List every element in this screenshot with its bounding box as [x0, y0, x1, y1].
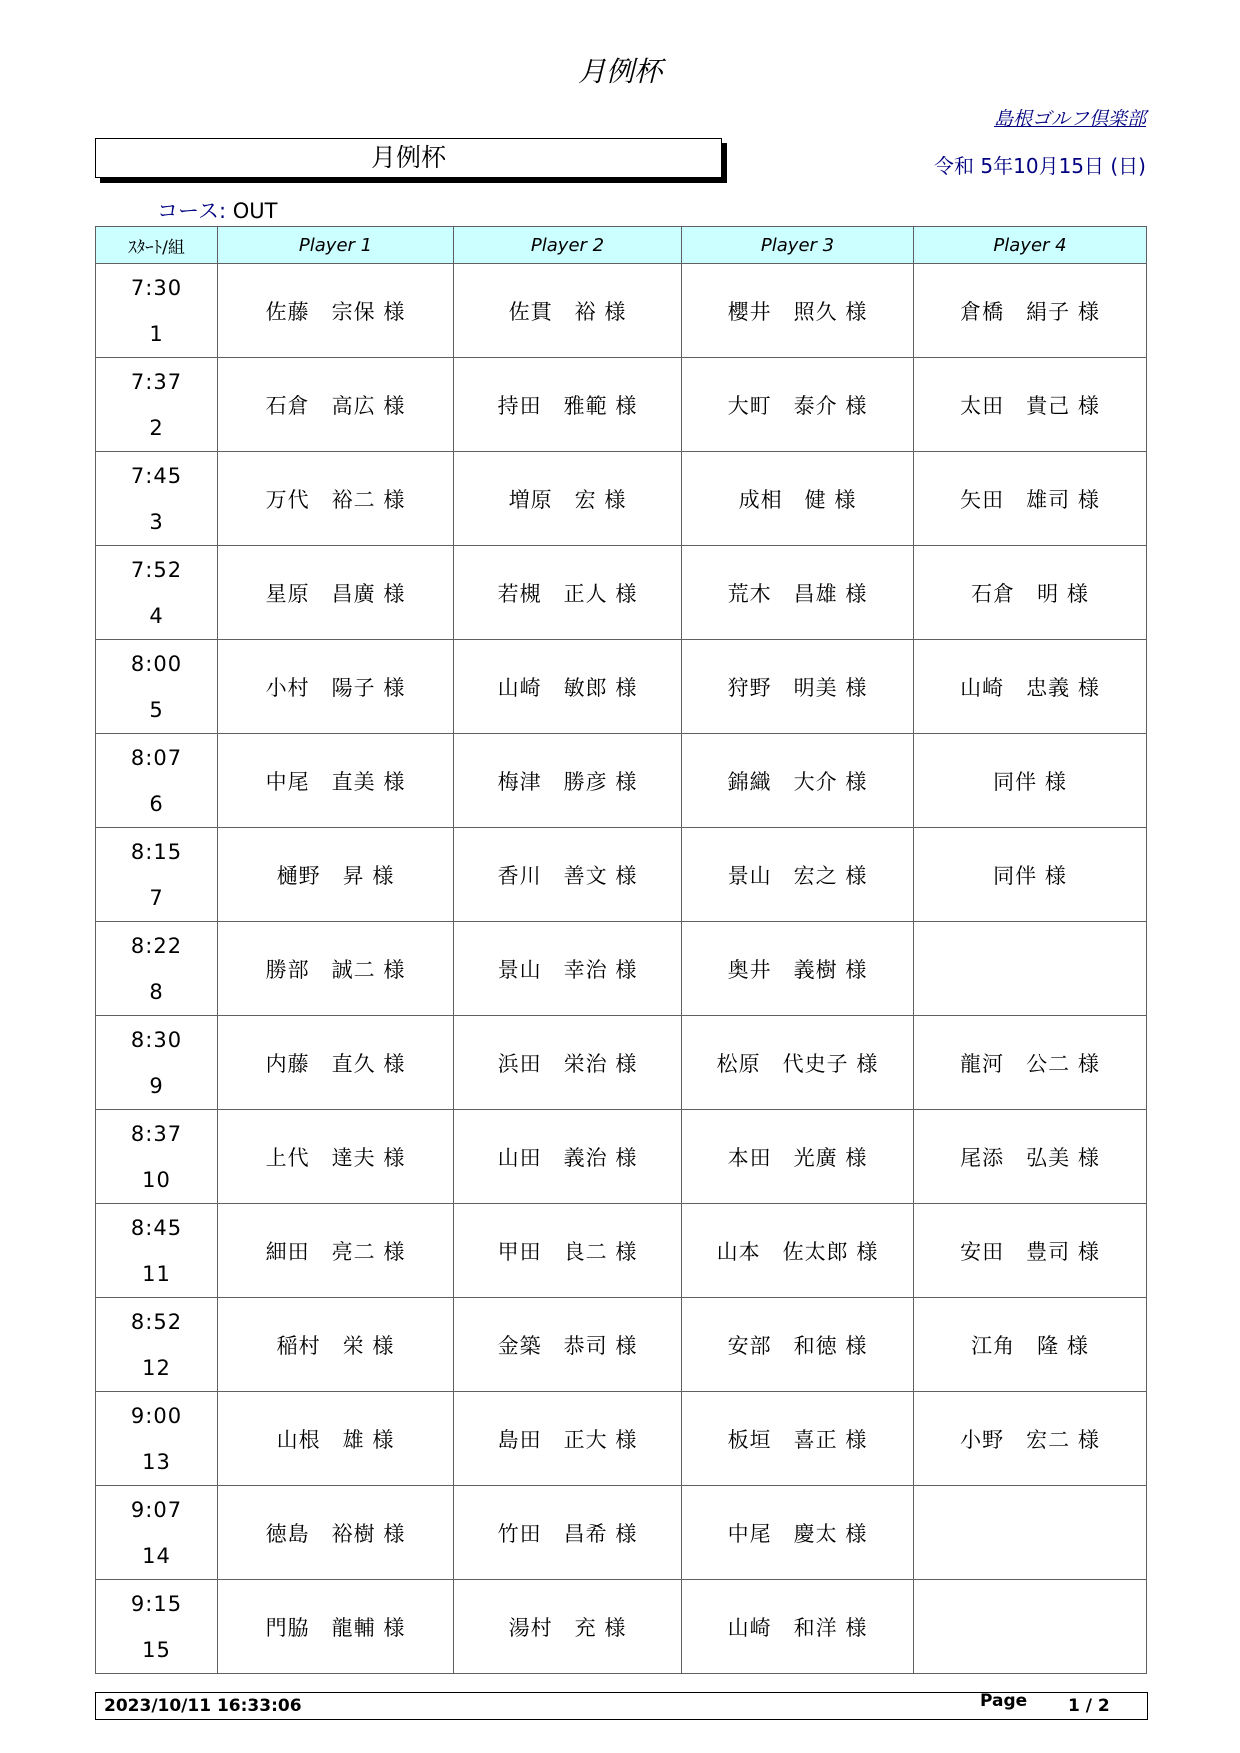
player-4-cell: 倉橋 絹子 様 — [914, 264, 1147, 358]
table-row — [96, 1486, 1147, 1580]
start-time: 7:52 — [130, 557, 183, 582]
player-2-cell: 島田 正大 様 — [454, 1392, 682, 1486]
player-3-cell: 成相 健 様 — [682, 452, 914, 546]
player-2-cell: 持田 雅範 様 — [454, 358, 682, 452]
group-number: 13 — [142, 1449, 171, 1474]
group-number: 14 — [142, 1543, 171, 1568]
player-4-cell: 尾添 弘美 様 — [914, 1110, 1147, 1204]
start-time: 8:37 — [130, 1121, 183, 1146]
player-3-cell: 奥井 義樹 様 — [682, 922, 914, 1016]
player-4-cell: 龍河 公二 様 — [914, 1016, 1147, 1110]
column-header-player-4: Player 4 — [914, 227, 1147, 264]
start-time: 9:00 — [130, 1403, 183, 1428]
column-header-start-group: ｽﾀｰﾄ/組 — [96, 227, 218, 264]
group-number: 6 — [149, 791, 164, 816]
player-2-cell: 浜田 栄治 様 — [454, 1016, 682, 1110]
start-time-group-cell — [96, 1486, 218, 1580]
player-3-cell: 錦織 大介 様 — [682, 734, 914, 828]
player-3-cell: 景山 宏之 様 — [682, 828, 914, 922]
course-label: コース: — [157, 199, 227, 223]
player-3-cell: 山崎 和洋 様 — [682, 1580, 914, 1674]
player-3-cell: 松原 代史子 様 — [682, 1016, 914, 1110]
start-time: 7:45 — [130, 463, 183, 488]
player-1-cell: 樋野 昇 様 — [218, 828, 454, 922]
group-number: 7 — [149, 885, 164, 910]
page-footer — [95, 1692, 1148, 1720]
page-label: Page — [980, 1691, 1028, 1711]
player-3-cell: 中尾 慶太 様 — [682, 1486, 914, 1580]
player-2-cell: 景山 幸治 様 — [454, 922, 682, 1016]
table-row — [96, 264, 1147, 358]
player-1-cell: 佐藤 宗保 様 — [218, 264, 454, 358]
player-4-cell: 小野 宏二 様 — [914, 1392, 1147, 1486]
table-row — [96, 1580, 1147, 1674]
table-row — [96, 640, 1147, 734]
document-title: 月例杯 — [577, 55, 662, 88]
player-1-cell: 勝部 誠二 様 — [218, 922, 454, 1016]
table-row — [96, 1110, 1147, 1204]
player-3-cell: 大町 泰介 様 — [682, 358, 914, 452]
start-time: 7:37 — [130, 369, 183, 394]
group-number: 5 — [149, 697, 164, 722]
player-3-cell: 山本 佐太郎 様 — [682, 1204, 914, 1298]
start-time: 8:30 — [130, 1027, 183, 1052]
course-line — [157, 195, 277, 225]
group-number: 4 — [149, 603, 164, 628]
player-1-cell: 中尾 直美 様 — [218, 734, 454, 828]
player-3-cell: 荒木 昌雄 様 — [682, 546, 914, 640]
table-row — [96, 828, 1147, 922]
table-row — [96, 734, 1147, 828]
player-2-cell: 若槻 正人 様 — [454, 546, 682, 640]
start-time-group-cell — [96, 922, 218, 1016]
group-number: 9 — [149, 1073, 164, 1098]
player-3-cell: 安部 和徳 様 — [682, 1298, 914, 1392]
player-3-cell: 櫻井 照久 様 — [682, 264, 914, 358]
player-2-cell: 佐貫 裕 様 — [454, 264, 682, 358]
player-3-cell: 本田 光廣 様 — [682, 1110, 914, 1204]
player-4-cell — [914, 922, 1147, 1016]
start-time-group-cell — [96, 546, 218, 640]
group-number: 8 — [149, 979, 164, 1004]
player-2-cell: 竹田 昌希 様 — [454, 1486, 682, 1580]
table-row — [96, 1392, 1147, 1486]
player-4-cell — [914, 1486, 1147, 1580]
table-row — [96, 1016, 1147, 1110]
group-number: 10 — [142, 1167, 171, 1192]
player-2-cell: 金築 恭司 様 — [454, 1298, 682, 1392]
print-timestamp: 2023/10/11 16:33:06 — [104, 1696, 302, 1716]
start-time-group-cell — [96, 452, 218, 546]
player-4-cell: 矢田 雄司 様 — [914, 452, 1147, 546]
player-3-cell: 狩野 明美 様 — [682, 640, 914, 734]
player-4-cell — [914, 1580, 1147, 1674]
start-time: 9:07 — [130, 1497, 183, 1522]
start-time-group-cell — [96, 1110, 218, 1204]
table-row — [96, 546, 1147, 640]
player-4-cell: 安田 豊司 様 — [914, 1204, 1147, 1298]
player-2-cell: 増原 宏 様 — [454, 452, 682, 546]
start-time-group-cell — [96, 1204, 218, 1298]
table-row — [96, 452, 1147, 546]
table-row — [96, 1298, 1147, 1392]
club-name: 島根ゴルフ倶楽部 — [993, 108, 1146, 130]
player-1-cell: 石倉 高広 様 — [218, 358, 454, 452]
column-header-player-3: Player 3 — [682, 227, 914, 264]
group-number: 1 — [149, 321, 164, 346]
table-row — [96, 922, 1147, 1016]
start-time: 8:52 — [130, 1309, 183, 1334]
start-time-group-cell — [96, 640, 218, 734]
player-1-cell: 万代 裕二 様 — [218, 452, 454, 546]
group-number: 3 — [149, 509, 164, 534]
player-4-cell: 石倉 明 様 — [914, 546, 1147, 640]
player-1-cell: 小村 陽子 様 — [218, 640, 454, 734]
player-1-cell: 細田 亮二 様 — [218, 1204, 454, 1298]
column-header-player-1: Player 1 — [218, 227, 454, 264]
player-4-cell: 同伴 様 — [914, 828, 1147, 922]
player-2-cell: 山崎 敏郎 様 — [454, 640, 682, 734]
player-1-cell: 稲村 栄 様 — [218, 1298, 454, 1392]
player-4-cell: 太田 貴己 様 — [914, 358, 1147, 452]
player-4-cell: 同伴 様 — [914, 734, 1147, 828]
start-time: 8:22 — [130, 933, 183, 958]
player-4-cell: 江角 隆 様 — [914, 1298, 1147, 1392]
start-time-group-cell — [96, 1580, 218, 1674]
group-number: 11 — [142, 1261, 171, 1286]
start-time-group-cell — [96, 828, 218, 922]
player-2-cell: 梅津 勝彦 様 — [454, 734, 682, 828]
start-time: 8:00 — [130, 651, 183, 676]
column-header-player-2: Player 2 — [454, 227, 682, 264]
start-time-group-cell — [96, 264, 218, 358]
start-time-group-cell — [96, 1016, 218, 1110]
table-body — [96, 264, 1147, 1674]
player-1-cell: 山根 雄 様 — [218, 1392, 454, 1486]
player-1-cell: 徳島 裕樹 様 — [218, 1486, 454, 1580]
group-number: 2 — [149, 415, 164, 440]
player-2-cell: 湯村 充 様 — [454, 1580, 682, 1674]
start-time: 8:15 — [130, 839, 183, 864]
start-time: 9:15 — [130, 1591, 183, 1616]
competition-title-box — [95, 138, 722, 178]
table-row — [96, 1204, 1147, 1298]
start-time-group-cell — [96, 1298, 218, 1392]
table-header-row — [96, 227, 1147, 264]
player-1-cell: 上代 達夫 様 — [218, 1110, 454, 1204]
start-schedule-table — [95, 226, 1147, 1674]
start-time-group-cell — [96, 358, 218, 452]
event-date: 令和 5年10月15日 (日) — [934, 154, 1146, 178]
start-time-group-cell — [96, 1392, 218, 1486]
competition-title: 月例杯 — [370, 143, 446, 172]
player-3-cell: 板垣 喜正 様 — [682, 1392, 914, 1486]
page-number: 1 / 2 — [1068, 1696, 1110, 1716]
start-time: 7:30 — [130, 275, 183, 300]
player-2-cell: 香川 善文 様 — [454, 828, 682, 922]
player-2-cell: 甲田 良二 様 — [454, 1204, 682, 1298]
course-value: OUT — [232, 199, 278, 223]
start-time-group-cell — [96, 734, 218, 828]
player-1-cell: 星原 昌廣 様 — [218, 546, 454, 640]
player-1-cell: 門脇 龍輔 様 — [218, 1580, 454, 1674]
group-number: 12 — [142, 1355, 171, 1380]
start-time: 8:07 — [130, 745, 183, 770]
start-time: 8:45 — [130, 1215, 183, 1240]
player-2-cell: 山田 義治 様 — [454, 1110, 682, 1204]
group-number: 15 — [142, 1637, 171, 1662]
table-row — [96, 358, 1147, 452]
player-4-cell: 山崎 忠義 様 — [914, 640, 1147, 734]
player-1-cell: 内藤 直久 様 — [218, 1016, 454, 1110]
